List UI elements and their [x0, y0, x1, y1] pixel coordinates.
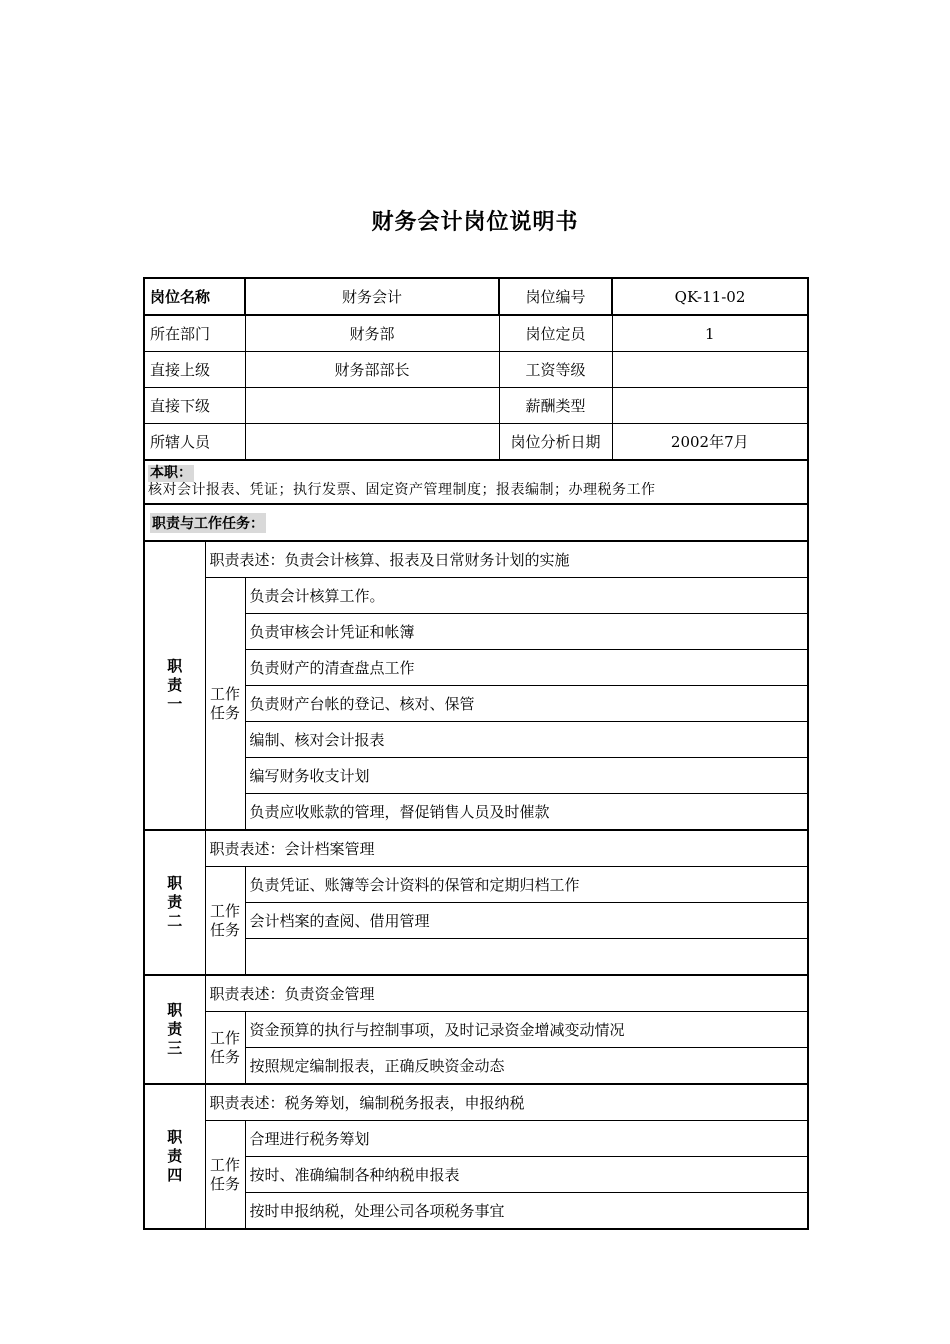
duty-name-char: 责 — [167, 1020, 183, 1038]
task-item: 会计档案的查阅、借用管理 — [245, 903, 808, 939]
duty-statement: 职责表述：税务筹划，编制税务报表，申报纳税 — [205, 1084, 808, 1121]
header-row — [144, 424, 808, 461]
task-label-line: 工作 — [210, 1028, 241, 1047]
task-label-line: 工作 — [210, 901, 241, 920]
duty-name-char: 职 — [167, 1001, 183, 1019]
task-row — [144, 1012, 808, 1048]
field-label: 直接下级 — [144, 388, 245, 424]
document-title: 财务会计岗位说明书 — [371, 210, 579, 235]
duty-name-cell — [144, 830, 205, 975]
task-item: 资金预算的执行与控制事项，及时记录资金增减变动情况 — [245, 1012, 808, 1048]
field-label: 薪酬类型 — [499, 388, 612, 424]
field-label: 岗位分析日期 — [499, 424, 612, 461]
task-label-cell — [205, 867, 245, 976]
header-row — [144, 388, 808, 424]
field-label: 所在部门 — [144, 315, 245, 352]
task-item: 负责会计核算工作。 — [245, 578, 808, 614]
task-item: 负责财产的清查盘点工作 — [245, 650, 808, 686]
section-header-cell — [144, 504, 808, 541]
summary-text: 核对会计报表、凭证；执行发票、固定资产管理制度；报表编制；办理税务工作 — [148, 482, 656, 498]
duty-statement: 职责表述：负责会计核算、报表及日常财务计划的实施 — [205, 541, 808, 578]
task-label-cell — [205, 1121, 245, 1230]
duty-name-char: 一 — [167, 695, 183, 713]
field-value: 财务部 — [245, 315, 499, 352]
duty-name-char: 三 — [167, 1039, 183, 1057]
field-value — [245, 424, 499, 461]
task-item: 按照规定编制报表，正确反映资金动态 — [245, 1048, 808, 1085]
field-value: 财务会计 — [245, 278, 499, 315]
task-label-cell — [205, 1012, 245, 1085]
summary-label: 本职： — [150, 465, 192, 481]
field-value — [612, 388, 808, 424]
duty-statement: 职责表述：负责资金管理 — [205, 975, 808, 1012]
field-label: 所辖人员 — [144, 424, 245, 461]
header-row — [144, 315, 808, 352]
task-row — [144, 867, 808, 903]
field-label: 岗位名称 — [144, 278, 245, 315]
summary-row — [144, 460, 808, 504]
task-item: 负责凭证、账簿等会计资料的保管和定期归档工作 — [245, 867, 808, 903]
duty-statement: 职责表述：会计档案管理 — [205, 830, 808, 867]
task-label-line: 任务 — [210, 703, 241, 722]
duty-name-char: 责 — [167, 893, 183, 911]
job-description-table — [143, 277, 809, 1230]
task-item: 按时、准确编制各种纳税申报表 — [245, 1157, 808, 1193]
field-label: 直接上级 — [144, 352, 245, 388]
field-value: 财务部部长 — [245, 352, 499, 388]
task-label-line: 工作 — [210, 684, 241, 703]
field-value: QK-11-02 — [612, 278, 808, 315]
task-item: 合理进行税务筹划 — [245, 1121, 808, 1157]
header-row — [144, 352, 808, 388]
duty-name-char: 职 — [167, 874, 183, 892]
duty-name-char: 四 — [167, 1166, 183, 1184]
task-item: 编写财务收支计划 — [245, 758, 808, 794]
duty-statement-row — [144, 975, 808, 1012]
task-label-line: 任务 — [210, 1047, 241, 1066]
task-row — [144, 578, 808, 614]
duty-name-char: 责 — [167, 676, 183, 694]
section-header-row — [144, 504, 808, 541]
task-item: 负责应收账款的管理，督促销售人员及时催款 — [245, 794, 808, 831]
field-label: 工资等级 — [499, 352, 612, 388]
duty-name-cell — [144, 1084, 205, 1229]
duty-name-char: 职 — [167, 657, 183, 675]
duty-statement-row — [144, 1084, 808, 1121]
duty-name-cell — [144, 975, 205, 1084]
task-label-line: 任务 — [210, 1174, 241, 1193]
duty-name-cell — [144, 541, 205, 830]
field-value: 1 — [612, 315, 808, 352]
task-label-line: 任务 — [210, 920, 241, 939]
field-value — [245, 388, 499, 424]
summary-cell — [144, 460, 808, 504]
task-item: 负责财产台帐的登记、核对、保管 — [245, 686, 808, 722]
task-label-cell — [205, 578, 245, 831]
responsibilities-label: 职责与工作任务： — [150, 513, 266, 533]
duty-name-char: 职 — [167, 1128, 183, 1146]
task-item — [245, 939, 808, 976]
duty-name-char: 责 — [167, 1147, 183, 1165]
task-label-line: 工作 — [210, 1155, 241, 1174]
field-label: 岗位编号 — [499, 278, 612, 315]
header-row — [144, 278, 808, 315]
task-item: 按时申报纳税，处理公司各项税务事宜 — [245, 1193, 808, 1230]
field-value — [612, 352, 808, 388]
duty-statement-row — [144, 830, 808, 867]
field-label: 岗位定员 — [499, 315, 612, 352]
task-item: 负责审核会计凭证和帐簿 — [245, 614, 808, 650]
duty-statement-row — [144, 541, 808, 578]
duty-name-char: 二 — [167, 912, 183, 930]
task-item: 编制、核对会计报表 — [245, 722, 808, 758]
field-value: 2002年7月 — [612, 424, 808, 461]
task-row — [144, 1121, 808, 1157]
